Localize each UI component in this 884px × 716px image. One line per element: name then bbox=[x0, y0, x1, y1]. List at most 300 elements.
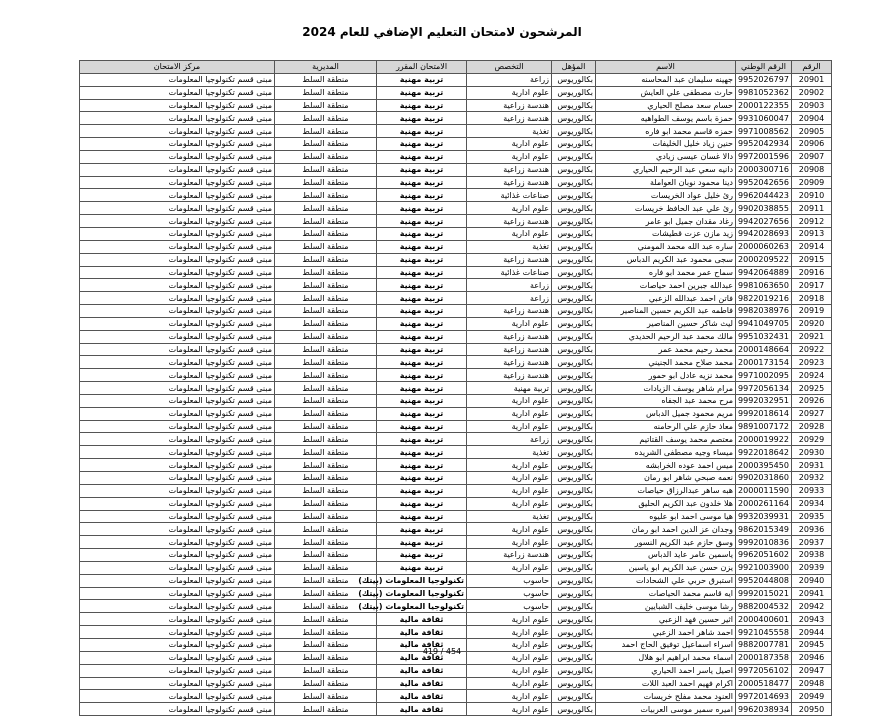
cell-national-id: 2000261164 bbox=[736, 497, 792, 510]
cell-exam-center: مبنى قسم تكنولوجيا المعلومات bbox=[80, 305, 275, 318]
cell-qualification: بكالوريوس bbox=[552, 446, 596, 459]
cell-exam-center: مبنى قسم تكنولوجيا المعلومات bbox=[80, 394, 275, 407]
cell-seat: 20946 bbox=[792, 651, 832, 664]
cell-name: حسام سعد مصلح الحياري bbox=[596, 99, 736, 112]
cell-qualification: بكالوريوس bbox=[552, 330, 596, 343]
cell-exam: تربية مهنية bbox=[377, 330, 467, 343]
cell-national-id: 9952042656 bbox=[736, 176, 792, 189]
cell-specialization: علوم ادارية bbox=[467, 138, 552, 151]
cell-specialization: زراعة bbox=[467, 292, 552, 305]
cell-name: فاطمه عبد الكريم حسين المناصير bbox=[596, 305, 736, 318]
cell-national-id: 9952042934 bbox=[736, 138, 792, 151]
cell-national-id: 2000011590 bbox=[736, 484, 792, 497]
cell-national-id: 9952026797 bbox=[736, 73, 792, 86]
cell-qualification: بكالوريوس bbox=[552, 343, 596, 356]
cell-qualification: بكالوريوس bbox=[552, 394, 596, 407]
table-row bbox=[80, 112, 832, 125]
cell-directorate: منطقة السلط bbox=[275, 651, 377, 664]
cell-exam-center: مبنى قسم تكنولوجيا المعلومات bbox=[80, 253, 275, 266]
cell-name: نعمه صبحي شاهر ابو رمان bbox=[596, 472, 736, 485]
cell-national-id: 9921045558 bbox=[736, 626, 792, 639]
cell-qualification: بكالوريوس bbox=[552, 163, 596, 176]
cell-exam-center: مبنى قسم تكنولوجيا المعلومات bbox=[80, 638, 275, 651]
table-row bbox=[80, 574, 832, 587]
cell-seat: 20920 bbox=[792, 317, 832, 330]
table-row bbox=[80, 459, 832, 472]
cell-exam-center: مبنى قسم تكنولوجيا المعلومات bbox=[80, 369, 275, 382]
cell-seat: 20932 bbox=[792, 472, 832, 485]
cell-exam-center: مبنى قسم تكنولوجيا المعلومات bbox=[80, 227, 275, 240]
cell-qualification: بكالوريوس bbox=[552, 433, 596, 446]
cell-exam: تربية مهنية bbox=[377, 240, 467, 253]
cell-exam-center: مبنى قسم تكنولوجيا المعلومات bbox=[80, 664, 275, 677]
cell-exam-center: مبنى قسم تكنولوجيا المعلومات bbox=[80, 613, 275, 626]
cell-specialization: هندسة زراعية bbox=[467, 356, 552, 369]
cell-exam-center: مبنى قسم تكنولوجيا المعلومات bbox=[80, 330, 275, 343]
cell-national-id: 2000518477 bbox=[736, 677, 792, 690]
cell-national-id: 9882004532 bbox=[736, 600, 792, 613]
cell-name: وجدان عز الدين احمد ابو رمان bbox=[596, 523, 736, 536]
cell-exam-center: مبنى قسم تكنولوجيا المعلومات bbox=[80, 561, 275, 574]
cell-seat: 20918 bbox=[792, 292, 832, 305]
table-row bbox=[80, 484, 832, 497]
cell-exam: تربية مهنية bbox=[377, 523, 467, 536]
cell-exam: تربية مهنية bbox=[377, 176, 467, 189]
cell-name: ميس احمد عوده الخرابشه bbox=[596, 459, 736, 472]
cell-specialization: علوم ادارية bbox=[467, 150, 552, 163]
cell-national-id: 2000148664 bbox=[736, 343, 792, 356]
table-row bbox=[80, 99, 832, 112]
cell-directorate: منطقة السلط bbox=[275, 549, 377, 562]
cell-qualification: بكالوريوس bbox=[552, 407, 596, 420]
cell-seat: 20929 bbox=[792, 433, 832, 446]
cell-qualification: بكالوريوس bbox=[552, 523, 596, 536]
cell-exam-center: مبنى قسم تكنولوجيا المعلومات bbox=[80, 176, 275, 189]
cell-national-id: 2000019922 bbox=[736, 433, 792, 446]
cell-specialization: علوم ادارية bbox=[467, 626, 552, 639]
cell-name: هيا موسى احمد ابو عليوه bbox=[596, 510, 736, 523]
cell-exam: تربية مهنية bbox=[377, 253, 467, 266]
cell-national-id: 2000060263 bbox=[736, 240, 792, 253]
cell-seat: 20942 bbox=[792, 600, 832, 613]
cell-exam-center: مبنى قسم تكنولوجيا المعلومات bbox=[80, 189, 275, 202]
cell-specialization: هندسة زراعية bbox=[467, 253, 552, 266]
cell-national-id: 2000173154 bbox=[736, 356, 792, 369]
cell-exam: تربية مهنية bbox=[377, 150, 467, 163]
cell-name: عبدالله جبرين احمد حياصات bbox=[596, 279, 736, 292]
cell-directorate: منطقة السلط bbox=[275, 523, 377, 536]
cell-seat: 20909 bbox=[792, 176, 832, 189]
table-row bbox=[80, 600, 832, 613]
cell-specialization: علوم ادارية bbox=[467, 227, 552, 240]
cell-name: يزن حسن عبد الكريم ابو ياسين bbox=[596, 561, 736, 574]
header-directorate: المديرية bbox=[275, 61, 377, 74]
cell-qualification: بكالوريوس bbox=[552, 369, 596, 382]
cell-national-id: 9982038976 bbox=[736, 305, 792, 318]
cell-specialization: حاسوب bbox=[467, 574, 552, 587]
cell-qualification: بكالوريوس bbox=[552, 664, 596, 677]
cell-directorate: منطقة السلط bbox=[275, 240, 377, 253]
cell-directorate: منطقة السلط bbox=[275, 215, 377, 228]
cell-specialization: تغذية bbox=[467, 510, 552, 523]
cell-directorate: منطقة السلط bbox=[275, 420, 377, 433]
page-title: المرشحون لامتحان التعليم الإضافي للعام 2024 bbox=[302, 25, 582, 39]
cell-exam-center: مبنى قسم تكنولوجيا المعلومات bbox=[80, 677, 275, 690]
cell-exam: تكنولوجيا المعلومات (بيتك) bbox=[377, 600, 467, 613]
cell-exam: ثقافة مالية bbox=[377, 664, 467, 677]
cell-exam-center: مبنى قسم تكنولوجيا المعلومات bbox=[80, 690, 275, 703]
cell-seat: 20904 bbox=[792, 112, 832, 125]
table-row bbox=[80, 382, 832, 395]
cell-national-id: 9902031860 bbox=[736, 472, 792, 485]
cell-qualification: بكالوريوس bbox=[552, 638, 596, 651]
cell-name: دالا غسان عيسى زيادي bbox=[596, 150, 736, 163]
cell-specialization: هندسة زراعية bbox=[467, 305, 552, 318]
table-row bbox=[80, 549, 832, 562]
cell-national-id: 9971008562 bbox=[736, 125, 792, 138]
table-row bbox=[80, 176, 832, 189]
cell-national-id: 9932039931 bbox=[736, 510, 792, 523]
cell-exam-center: مبنى قسم تكنولوجيا المعلومات bbox=[80, 215, 275, 228]
cell-specialization: علوم ادارية bbox=[467, 613, 552, 626]
cell-name: زيد مازن عزت قطيشات bbox=[596, 227, 736, 240]
cell-exam-center: مبنى قسم تكنولوجيا المعلومات bbox=[80, 407, 275, 420]
cell-qualification: بكالوريوس bbox=[552, 613, 596, 626]
table-row bbox=[80, 613, 832, 626]
cell-national-id: 9822019216 bbox=[736, 292, 792, 305]
cell-seat: 20925 bbox=[792, 382, 832, 395]
cell-seat: 20949 bbox=[792, 690, 832, 703]
cell-exam: تربية مهنية bbox=[377, 369, 467, 382]
cell-exam: تربية مهنية bbox=[377, 343, 467, 356]
candidates-table bbox=[79, 60, 832, 716]
cell-name: سجى محمود عبد الكريم الدباس bbox=[596, 253, 736, 266]
cell-seat: 20907 bbox=[792, 150, 832, 163]
cell-directorate: منطقة السلط bbox=[275, 677, 377, 690]
cell-seat: 20914 bbox=[792, 240, 832, 253]
cell-seat: 20945 bbox=[792, 638, 832, 651]
cell-exam: ثقافة مالية bbox=[377, 626, 467, 639]
table-row bbox=[80, 343, 832, 356]
header-specialization: التخصص bbox=[467, 61, 552, 74]
cell-seat: 20915 bbox=[792, 253, 832, 266]
cell-exam-center: مبنى قسم تكنولوجيا المعلومات bbox=[80, 150, 275, 163]
table-row bbox=[80, 472, 832, 485]
cell-exam: تربية مهنية bbox=[377, 99, 467, 112]
cell-name: معاذ حازم علي الرحامنه bbox=[596, 420, 736, 433]
cell-directorate: منطقة السلط bbox=[275, 112, 377, 125]
cell-exam: تربية مهنية bbox=[377, 125, 467, 138]
cell-directorate: منطقة السلط bbox=[275, 125, 377, 138]
cell-seat: 20944 bbox=[792, 626, 832, 639]
table-row bbox=[80, 189, 832, 202]
cell-specialization: علوم ادارية bbox=[467, 497, 552, 510]
header-exam: الامتحان المقرر bbox=[377, 61, 467, 74]
cell-seat: 20906 bbox=[792, 138, 832, 151]
cell-exam: ثقافة مالية bbox=[377, 651, 467, 664]
cell-exam: تكنولوجيا المعلومات (بيتك) bbox=[377, 574, 467, 587]
cell-specialization: علوم ادارية bbox=[467, 394, 552, 407]
cell-directorate: منطقة السلط bbox=[275, 330, 377, 343]
cell-directorate: منطقة السلط bbox=[275, 613, 377, 626]
cell-directorate: منطقة السلط bbox=[275, 317, 377, 330]
cell-seat: 20926 bbox=[792, 394, 832, 407]
table-row bbox=[80, 523, 832, 536]
cell-national-id: 2000122355 bbox=[736, 99, 792, 112]
cell-directorate: منطقة السلط bbox=[275, 574, 377, 587]
cell-qualification: بكالوريوس bbox=[552, 176, 596, 189]
cell-qualification: بكالوريوس bbox=[552, 497, 596, 510]
table-row bbox=[80, 677, 832, 690]
cell-exam-center: مبنى قسم تكنولوجيا المعلومات bbox=[80, 317, 275, 330]
cell-exam: تربية مهنية bbox=[377, 407, 467, 420]
table-row bbox=[80, 497, 832, 510]
cell-seat: 20948 bbox=[792, 677, 832, 690]
cell-exam-center: مبنى قسم تكنولوجيا المعلومات bbox=[80, 279, 275, 292]
cell-national-id: 9902038855 bbox=[736, 202, 792, 215]
table-row bbox=[80, 279, 832, 292]
table-header-row bbox=[80, 61, 832, 74]
cell-name: ميساء وجيه مصطفى الشريده bbox=[596, 446, 736, 459]
cell-seat: 20908 bbox=[792, 163, 832, 176]
cell-seat: 20947 bbox=[792, 664, 832, 677]
cell-qualification: بكالوريوس bbox=[552, 651, 596, 664]
cell-qualification: بكالوريوس bbox=[552, 574, 596, 587]
cell-directorate: منطقة السلط bbox=[275, 587, 377, 600]
cell-exam: تربية مهنية bbox=[377, 510, 467, 523]
cell-name: محمد صلاح محمد الجنيني bbox=[596, 356, 736, 369]
cell-specialization: علوم ادارية bbox=[467, 561, 552, 574]
cell-national-id: 9922018642 bbox=[736, 446, 792, 459]
cell-qualification: بكالوريوس bbox=[552, 600, 596, 613]
cell-seat: 20933 bbox=[792, 484, 832, 497]
cell-qualification: بكالوريوس bbox=[552, 561, 596, 574]
cell-directorate: منطقة السلط bbox=[275, 369, 377, 382]
cell-qualification: بكالوريوس bbox=[552, 382, 596, 395]
cell-directorate: منطقة السلط bbox=[275, 446, 377, 459]
cell-directorate: منطقة السلط bbox=[275, 279, 377, 292]
cell-directorate: منطقة السلط bbox=[275, 561, 377, 574]
cell-specialization: هندسة زراعية bbox=[467, 99, 552, 112]
cell-directorate: منطقة السلط bbox=[275, 356, 377, 369]
cell-qualification: بكالوريوس bbox=[552, 150, 596, 163]
cell-specialization: علوم ادارية bbox=[467, 484, 552, 497]
cell-exam-center: مبنى قسم تكنولوجيا المعلومات bbox=[80, 343, 275, 356]
cell-seat: 20935 bbox=[792, 510, 832, 523]
header-national-id: الرقم الوطني bbox=[736, 61, 792, 74]
cell-name: اصيل ياسر احمد الحياري bbox=[596, 664, 736, 677]
cell-specialization: علوم ادارية bbox=[467, 472, 552, 485]
cell-national-id: 9952044808 bbox=[736, 574, 792, 587]
cell-seat: 20901 bbox=[792, 73, 832, 86]
cell-seat: 20905 bbox=[792, 125, 832, 138]
cell-national-id: 9951032431 bbox=[736, 330, 792, 343]
cell-specialization: زراعة bbox=[467, 433, 552, 446]
cell-qualification: بكالوريوس bbox=[552, 99, 596, 112]
cell-directorate: منطقة السلط bbox=[275, 497, 377, 510]
cell-name: اثير حسين فهد الزعبي bbox=[596, 613, 736, 626]
cell-name: رئ خليل عواد الخريسات bbox=[596, 189, 736, 202]
cell-seat: 20931 bbox=[792, 459, 832, 472]
cell-national-id: 9971002095 bbox=[736, 369, 792, 382]
cell-name: مريم محمود جميل الدباس bbox=[596, 407, 736, 420]
table-row bbox=[80, 150, 832, 163]
cell-directorate: منطقة السلط bbox=[275, 510, 377, 523]
cell-name: هلا خلدون عبد الكريم الحليق bbox=[596, 497, 736, 510]
cell-exam-center: مبنى قسم تكنولوجيا المعلومات bbox=[80, 574, 275, 587]
table-row bbox=[80, 202, 832, 215]
cell-directorate: منطقة السلط bbox=[275, 138, 377, 151]
cell-seat: 20939 bbox=[792, 561, 832, 574]
cell-exam-center: مبنى قسم تكنولوجيا المعلومات bbox=[80, 626, 275, 639]
cell-name: احمد شاهر احمد الزعبي bbox=[596, 626, 736, 639]
cell-directorate: منطقة السلط bbox=[275, 626, 377, 639]
cell-qualification: بكالوريوس bbox=[552, 227, 596, 240]
cell-exam: تربية مهنية bbox=[377, 227, 467, 240]
cell-name: معتصم محمد يوسف القتاتيم bbox=[596, 433, 736, 446]
cell-directorate: منطقة السلط bbox=[275, 150, 377, 163]
cell-exam: تربية مهنية bbox=[377, 202, 467, 215]
header-qualification: المؤهل bbox=[552, 61, 596, 74]
cell-national-id: 9942028693 bbox=[736, 227, 792, 240]
cell-directorate: منطقة السلط bbox=[275, 394, 377, 407]
cell-national-id: 9981052362 bbox=[736, 86, 792, 99]
cell-qualification: بكالوريوس bbox=[552, 138, 596, 151]
cell-qualification: بكالوريوس bbox=[552, 510, 596, 523]
cell-name: ساره عبد الله محمد المومني bbox=[596, 240, 736, 253]
cell-national-id: 2000187358 bbox=[736, 651, 792, 664]
cell-qualification: بكالوريوس bbox=[552, 240, 596, 253]
cell-seat: 20927 bbox=[792, 407, 832, 420]
table-row bbox=[80, 227, 832, 240]
table-row bbox=[80, 407, 832, 420]
table-row bbox=[80, 317, 832, 330]
cell-exam-center: مبنى قسم تكنولوجيا المعلومات bbox=[80, 459, 275, 472]
cell-exam-center: مبنى قسم تكنولوجيا المعلومات bbox=[80, 497, 275, 510]
cell-seat: 20917 bbox=[792, 279, 832, 292]
cell-exam: تربية مهنية bbox=[377, 279, 467, 292]
cell-directorate: منطقة السلط bbox=[275, 99, 377, 112]
cell-qualification: بكالوريوس bbox=[552, 189, 596, 202]
cell-specialization: هندسة زراعية bbox=[467, 549, 552, 562]
cell-seat: 20902 bbox=[792, 86, 832, 99]
cell-name: اسراء اسماعيل توفيق الحاج احمد bbox=[596, 638, 736, 651]
cell-exam-center: مبنى قسم تكنولوجيا المعلومات bbox=[80, 138, 275, 151]
page-number: 419 / 454 bbox=[422, 647, 462, 656]
cell-exam-center: مبنى قسم تكنولوجيا المعلومات bbox=[80, 549, 275, 562]
cell-qualification: بكالوريوس bbox=[552, 459, 596, 472]
cell-specialization: علوم ادارية bbox=[467, 523, 552, 536]
cell-name: حمزة باسم يوسف الطواهيه bbox=[596, 112, 736, 125]
cell-exam-center: مبنى قسم تكنولوجيا المعلومات bbox=[80, 125, 275, 138]
cell-name: فاتن احمد عبدالله الزعبي bbox=[596, 292, 736, 305]
cell-seat: 20919 bbox=[792, 305, 832, 318]
cell-directorate: منطقة السلط bbox=[275, 690, 377, 703]
cell-qualification: بكالوريوس bbox=[552, 472, 596, 485]
cell-exam-center: مبنى قسم تكنولوجيا المعلومات bbox=[80, 382, 275, 395]
cell-seat: 20912 bbox=[792, 215, 832, 228]
cell-specialization: صناعات غذائية bbox=[467, 189, 552, 202]
cell-exam-center: مبنى قسم تكنولوجيا المعلومات bbox=[80, 163, 275, 176]
header-seat: الرقم bbox=[792, 61, 832, 74]
cell-exam: تربية مهنية bbox=[377, 536, 467, 549]
cell-qualification: بكالوريوس bbox=[552, 356, 596, 369]
cell-directorate: منطقة السلط bbox=[275, 382, 377, 395]
cell-qualification: بكالوريوس bbox=[552, 317, 596, 330]
table-row bbox=[80, 561, 832, 574]
cell-qualification: بكالوريوس bbox=[552, 549, 596, 562]
cell-specialization: هندسة زراعية bbox=[467, 330, 552, 343]
cell-name: حارث مصطفى علي العايش bbox=[596, 86, 736, 99]
cell-seat: 20943 bbox=[792, 613, 832, 626]
cell-national-id: 9962051602 bbox=[736, 549, 792, 562]
cell-seat: 20903 bbox=[792, 99, 832, 112]
cell-exam-center: مبنى قسم تكنولوجيا المعلومات bbox=[80, 86, 275, 99]
cell-exam: تربية مهنية bbox=[377, 163, 467, 176]
table-row bbox=[80, 536, 832, 549]
cell-qualification: بكالوريوس bbox=[552, 112, 596, 125]
cell-qualification: بكالوريوس bbox=[552, 125, 596, 138]
cell-exam: ثقافة مالية bbox=[377, 638, 467, 651]
table-row bbox=[80, 369, 832, 382]
cell-exam-center: مبنى قسم تكنولوجيا المعلومات bbox=[80, 202, 275, 215]
cell-exam: تربية مهنية bbox=[377, 382, 467, 395]
cell-directorate: منطقة السلط bbox=[275, 189, 377, 202]
cell-directorate: منطقة السلط bbox=[275, 600, 377, 613]
cell-specialization: علوم ادارية bbox=[467, 677, 552, 690]
cell-directorate: منطقة السلط bbox=[275, 266, 377, 279]
cell-national-id: 9992018614 bbox=[736, 407, 792, 420]
cell-name: ايه قاسم محمد الحياصات bbox=[596, 587, 736, 600]
cell-national-id: 2000209522 bbox=[736, 253, 792, 266]
cell-exam: تربية مهنية bbox=[377, 446, 467, 459]
cell-exam: تربية مهنية bbox=[377, 549, 467, 562]
table-row bbox=[80, 626, 832, 639]
table-row bbox=[80, 138, 832, 151]
cell-exam-center: مبنى قسم تكنولوجيا المعلومات bbox=[80, 651, 275, 664]
cell-directorate: منطقة السلط bbox=[275, 86, 377, 99]
cell-national-id: 9992015021 bbox=[736, 587, 792, 600]
cell-specialization: تربية مهنية bbox=[467, 382, 552, 395]
cell-specialization: علوم ادارية bbox=[467, 407, 552, 420]
cell-exam: تكنولوجيا المعلومات (بيتك) bbox=[377, 587, 467, 600]
cell-directorate: منطقة السلط bbox=[275, 536, 377, 549]
cell-exam: تربية مهنية bbox=[377, 138, 467, 151]
table-row bbox=[80, 420, 832, 433]
cell-name: مالك محمد عبد الرحيم الحديدي bbox=[596, 330, 736, 343]
cell-national-id: 9942027656 bbox=[736, 215, 792, 228]
cell-directorate: منطقة السلط bbox=[275, 292, 377, 305]
cell-name: اكرام فهيم احمد العبد اللات bbox=[596, 677, 736, 690]
cell-exam: ثقافة مالية bbox=[377, 677, 467, 690]
cell-specialization: هندسة زراعية bbox=[467, 176, 552, 189]
cell-national-id: 9992032951 bbox=[736, 394, 792, 407]
cell-specialization: زراعة bbox=[467, 279, 552, 292]
cell-directorate: منطقة السلط bbox=[275, 343, 377, 356]
cell-specialization: علوم ادارية bbox=[467, 638, 552, 651]
cell-specialization: حاسوب bbox=[467, 587, 552, 600]
table-row bbox=[80, 356, 832, 369]
header-name: الاسم bbox=[596, 61, 736, 74]
cell-exam: تربية مهنية bbox=[377, 484, 467, 497]
cell-national-id: 2000300716 bbox=[736, 163, 792, 176]
cell-specialization: تغذية bbox=[467, 446, 552, 459]
cell-exam-center: مبنى قسم تكنولوجيا المعلومات bbox=[80, 536, 275, 549]
cell-exam: ثقافة مالية bbox=[377, 613, 467, 626]
cell-specialization: هندسة زراعية bbox=[467, 215, 552, 228]
cell-exam-center: مبنى قسم تكنولوجيا المعلومات bbox=[80, 99, 275, 112]
cell-seat: 20941 bbox=[792, 587, 832, 600]
